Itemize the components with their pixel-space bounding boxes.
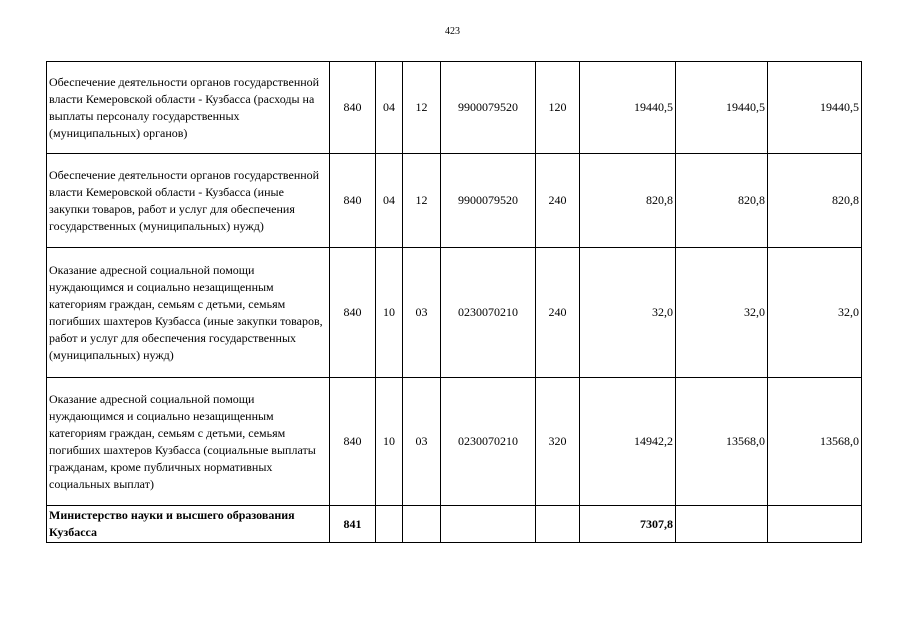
expense-type-code: 240 — [536, 248, 580, 378]
subsection-code — [403, 506, 441, 543]
amount-year-1: 14942,2 — [580, 378, 676, 506]
amount-year-3: 820,8 — [768, 154, 862, 248]
subsection-code: 12 — [403, 62, 441, 154]
table-row — [47, 378, 862, 506]
ministry-code: 840 — [330, 62, 376, 154]
amount-year-1: 32,0 — [580, 248, 676, 378]
section-code: 04 — [376, 62, 403, 154]
row-name: Министерство науки и высшего образования Кузбасса — [47, 506, 330, 543]
section-code — [376, 506, 403, 543]
expense-type-code: 320 — [536, 378, 580, 506]
row-name: Оказание адресной социальной помощи нуждающимся и социально незащищенным категориям граждан, семьям с детьми, семьям погибших шахтеров Кузбасса (иные закупки товаров, работ и услуг для обеспечения государственных (муниципальных) нужд) — [47, 248, 330, 378]
subsection-code: 12 — [403, 154, 441, 248]
target-article-code — [441, 506, 536, 543]
row-name: Обеспечение деятельности органов государственной власти Кемеровской области - Кузбасса (расходы на выплаты персоналу государственных (муниципальных) органов) — [47, 62, 330, 154]
expense-type-code: 240 — [536, 154, 580, 248]
amount-year-3 — [768, 506, 862, 543]
amount-year-3: 13568,0 — [768, 378, 862, 506]
ministry-code: 840 — [330, 248, 376, 378]
amount-year-3: 19440,5 — [768, 62, 862, 154]
amount-year-1: 7307,8 — [580, 506, 676, 543]
row-name: Обеспечение деятельности органов государственной власти Кемеровской области - Кузбасса (иные закупки товаров, работ и услуг для обеспечения государственных (муниципальных) нужд) — [47, 154, 330, 248]
target-article-code: 9900079520 — [441, 154, 536, 248]
table-row — [47, 506, 862, 543]
amount-year-2: 13568,0 — [676, 378, 768, 506]
amount-year-3: 32,0 — [768, 248, 862, 378]
section-code: 10 — [376, 248, 403, 378]
expense-type-code — [536, 506, 580, 543]
subsection-code: 03 — [403, 378, 441, 506]
page-number: 423 — [445, 26, 460, 37]
subsection-code: 03 — [403, 248, 441, 378]
amount-year-1: 19440,5 — [580, 62, 676, 154]
table-row — [47, 248, 862, 378]
budget-table — [46, 61, 862, 543]
amount-year-2 — [676, 506, 768, 543]
table-row — [47, 62, 862, 154]
ministry-code: 841 — [330, 506, 376, 543]
expense-type-code: 120 — [536, 62, 580, 154]
table-row — [47, 154, 862, 248]
target-article-code: 0230070210 — [441, 378, 536, 506]
ministry-code: 840 — [330, 378, 376, 506]
section-code: 10 — [376, 378, 403, 506]
target-article-code: 0230070210 — [441, 248, 536, 378]
ministry-code: 840 — [330, 154, 376, 248]
amount-year-2: 19440,5 — [676, 62, 768, 154]
row-name: Оказание адресной социальной помощи нуждающимся и социально незащищенным категориям граждан, семьям с детьми, семьям погибших шахтеров Кузбасса (социальные выплаты гражданам, кроме публичных нормативных социальных выплат) — [47, 378, 330, 506]
section-code: 04 — [376, 154, 403, 248]
amount-year-2: 32,0 — [676, 248, 768, 378]
amount-year-2: 820,8 — [676, 154, 768, 248]
amount-year-1: 820,8 — [580, 154, 676, 248]
target-article-code: 9900079520 — [441, 62, 536, 154]
